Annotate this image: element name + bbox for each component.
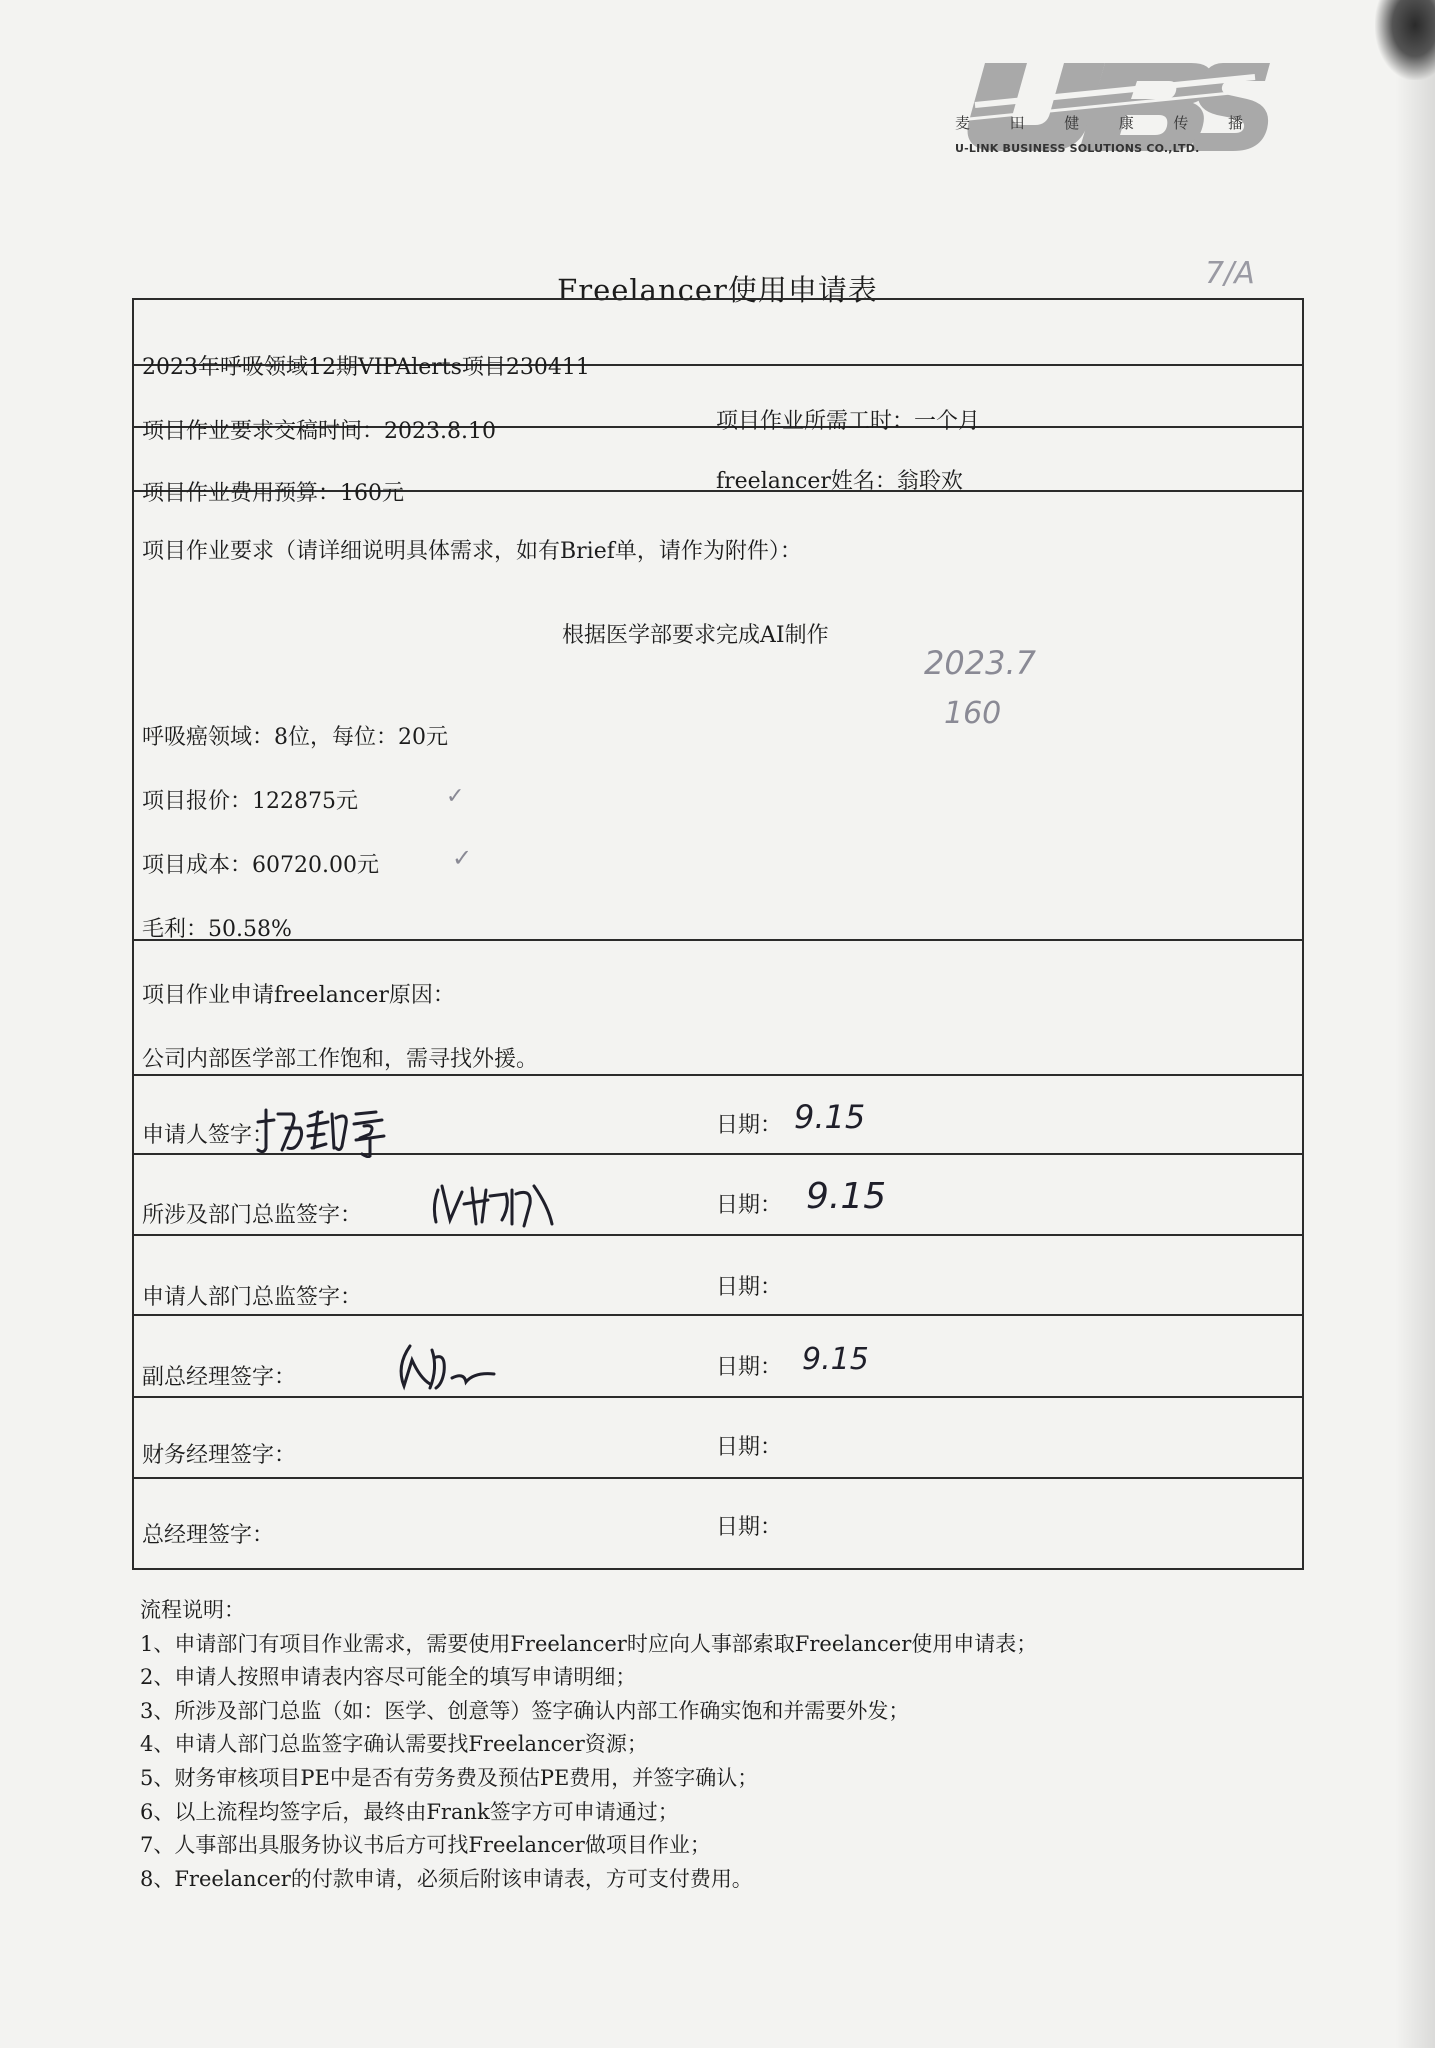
applicant-dept-director-signature-label: 申请人部门总监签字： xyxy=(142,1285,363,1310)
dept-director-signature-label: 所涉及部门总监签字： xyxy=(142,1203,363,1228)
pencil-note-amount: 160 xyxy=(944,696,1002,731)
vice-gm-signature xyxy=(390,1338,500,1394)
process-note-item: 4、申请人部门总监签字确认需要找Freelancer资源； xyxy=(140,1732,648,1757)
logo-char: 播 xyxy=(1227,114,1245,132)
reason-label: 项目作业申请freelancer原因： xyxy=(142,983,455,1008)
logo-char: 传 xyxy=(1173,114,1191,132)
reason-text: 公司内部医学部工作饱和，需寻找外援。 xyxy=(142,1047,539,1072)
vice-gm-signature-label: 副总经理签字： xyxy=(142,1365,297,1390)
pencil-note-date: 2023.7 xyxy=(924,644,1036,682)
applicant-signature-label: 申请人签字： xyxy=(142,1123,275,1148)
row-divider xyxy=(134,1396,1302,1398)
logo-chinese-name xyxy=(955,112,1245,133)
handwritten-corner-mark: 7/A xyxy=(1205,256,1255,291)
logo-char: 健 xyxy=(1064,114,1082,132)
applicant-date: 9.15 xyxy=(794,1098,866,1136)
dept-director-date: 9.15 xyxy=(806,1176,887,1217)
requirements-label: 项目作业要求（请详细说明具体需求，如有Brief单，请作为附件）： xyxy=(142,539,802,564)
dept-director-signature xyxy=(428,1176,558,1232)
process-notes xyxy=(140,1594,1037,1896)
gm-date-label: 日期： xyxy=(716,1515,783,1540)
detail-line-area: 呼吸癌领域：8位，每位：20元 xyxy=(142,725,448,750)
application-form-table xyxy=(132,298,1304,1570)
applicant-dept-director-date-label: 日期： xyxy=(716,1275,783,1300)
process-note-item: 2、申请人按照申请表内容尽可能全的填写申请明细； xyxy=(140,1665,637,1690)
vice-gm-date: 9.15 xyxy=(802,1342,869,1377)
applicant-signature xyxy=(252,1104,392,1158)
process-note-item: 3、所涉及部门总监（如：医学、创意等）签字确认内部工作确实饱和并需要外发； xyxy=(140,1698,910,1723)
corner-shadow xyxy=(1375,0,1435,80)
freelancer-name-field: freelancer姓名：翁聆欢 xyxy=(716,469,963,494)
deadline-field: 项目作业要求交稿时间：2023.8.10 xyxy=(142,419,496,444)
detail-line-margin: 毛利：50.58% xyxy=(142,917,292,942)
process-note-item: 7、人事部出具服务协议书后方可找Freelancer做项目作业； xyxy=(140,1833,711,1858)
ubs-logo-mark xyxy=(955,55,1270,153)
process-notes-heading: 流程说明： xyxy=(140,1598,245,1622)
process-note-item: 8、Freelancer的付款申请，必须后附该申请表，方可支付费用。 xyxy=(140,1866,753,1891)
applicant-date-label: 日期： xyxy=(716,1113,783,1138)
finance-manager-date-label: 日期： xyxy=(716,1435,783,1460)
process-note-item: 1、申请部门有项目作业需求，需要使用Freelancer时应向人事部索取Freelancer使用申请表； xyxy=(140,1631,1038,1656)
logo-char: 田 xyxy=(1009,114,1027,132)
budget-field: 项目作业费用预算：160元 xyxy=(142,481,404,506)
dept-director-date-label: 日期： xyxy=(716,1193,783,1218)
row-divider xyxy=(134,1314,1302,1316)
gm-signature-label: 总经理签字： xyxy=(142,1523,275,1548)
row-divider xyxy=(134,1477,1302,1479)
row-divider xyxy=(134,1074,1302,1076)
check-mark-icon: ✓ xyxy=(446,784,465,809)
project-name: 2023年呼吸领域12期VIPAlerts项目230411 xyxy=(142,355,590,380)
logo-char: 麦 xyxy=(955,114,973,132)
row-divider xyxy=(134,939,1302,941)
row-divider xyxy=(134,1234,1302,1236)
logo-char: 康 xyxy=(1118,114,1136,132)
requirements-text: 根据医学部要求完成AI制作 xyxy=(562,623,829,648)
logo-english-name: U-LINK BUSINESS SOLUTIONS CO.,LTD. xyxy=(955,142,1200,155)
finance-manager-signature-label: 财务经理签字： xyxy=(142,1443,297,1468)
check-mark-icon: ✓ xyxy=(452,844,473,872)
work-hours-field: 项目作业所需工时：一个月 xyxy=(716,409,981,434)
detail-line-cost: 项目成本：60720.00元 xyxy=(142,853,379,878)
detail-line-quote: 项目报价：122875元 xyxy=(142,789,358,814)
process-note-item: 5、财务审核项目PE中是否有劳务费及预估PE费用，并签字确认； xyxy=(140,1765,759,1790)
vice-gm-date-label: 日期： xyxy=(716,1355,783,1380)
company-logo xyxy=(955,55,1275,205)
process-note-item: 6、以上流程均签字后，最终由Frank签字方可申请通过； xyxy=(140,1799,679,1824)
document-title: Freelancer使用申请表 xyxy=(557,273,878,307)
